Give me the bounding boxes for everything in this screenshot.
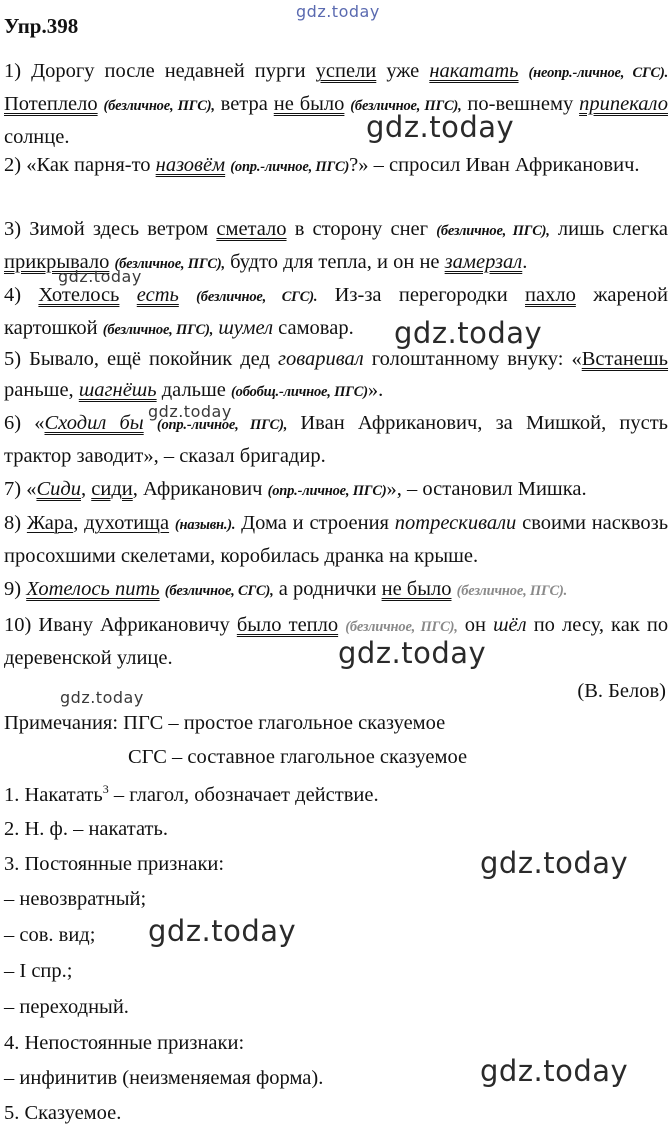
watermark: gdz.today [148,402,232,421]
analysis-line-2: 2. Н. ф. – накатать. [4,818,168,840]
watermark: gdz.today [480,846,629,880]
analysis-line-3: 3. Постоянные признаки: [4,853,225,875]
author: (В. Белов) [577,680,666,702]
analysis-line-1: 1. Накатать$^3$ – глагол, обозначает действие. [4,782,379,806]
sentence-4: 4) Хотелось есть (безличное, СГС). Из-за перегородки пахло жареной картошкой (безличное, ПГС), шумел самовар. [4,284,669,339]
sentence-9: 9) Хотелось пить (безличное, СГС), а роднички не было (безличное, ПГС). [4,578,568,600]
watermark: gdz.today [60,688,144,707]
analysis-line-10: 5. Сказуемое. [4,1102,122,1124]
watermark: gdz.today [296,2,380,21]
sentence-10: 10) Ивану Африкановичу было тепло (безличное, ПГС), он шёл по лесу, как по деревенской улице. [4,614,669,669]
watermark: gdz.today [480,1054,629,1088]
analysis-line-8: 4. Непостоянные признаки: [4,1032,245,1054]
watermark: gdz.today [338,636,487,670]
analysis-line-7: – переходный. [4,996,129,1018]
watermark: gdz.today [148,914,297,948]
watermark: gdz.today [366,110,515,144]
sentence-1: 1) Дорогу после недавней пурги успели уже накатать (неопр.-личное, СГС). Потеплело (безличное, ПГС), ветра не было (безличное, ПГС), по-вешнему припекало солнце. [4,60,669,148]
sentence-7: 7) «Сиди, сиди, Африканович (опр.-личное, ПГС)», – остановил Мишка. [4,478,587,500]
sentence-8: 8) Жара, духотища (назывн.). Дома и строения потрескивали своими насквозь просохшими скелетами, коробилась дранка на крыше. [4,512,669,567]
exercise-title: Упр.398 [4,14,79,38]
sentence-6: 6) «Сходил бы (опр.-личное, ПГС), Иван Африканович, за Мишкой, пусть трактор заводит», – сказал бригадир. [4,412,668,467]
watermark: gdz.today [394,316,543,350]
analysis-line-5: – сов. вид; [4,924,96,946]
analysis-line-4: – невозвратный; [4,888,147,910]
analysis-line-9: – инфинитив (неизменяемая форма). [4,1067,324,1089]
watermark: gdz.today [58,267,142,286]
sentence-3: 3) Зимой здесь ветром сметало в сторону снег (безличное, ПГС), лишь слегка прикрывало (безличное, ПГС), будто для тепла, и он не замерзал. [4,218,668,273]
sentence-2: 2) «Как парня-то назовём (опр.-личное, ПГС)?» – спросил Иван Африканович. [4,154,640,176]
analysis-line-6: – I спр.; [4,960,73,982]
sentence-5: 5) Бывало, ещё покойник дед говаривал голоштанному внуку: «Встанешь раньше, шагнёшь дальше (обобщ.-личное, ПГС)». [4,348,669,401]
notes-line-2: СГС – составное глагольное сказуемое [128,746,468,768]
notes-line-1: Примечания: ПГС – простое глагольное сказуемое [4,712,446,734]
